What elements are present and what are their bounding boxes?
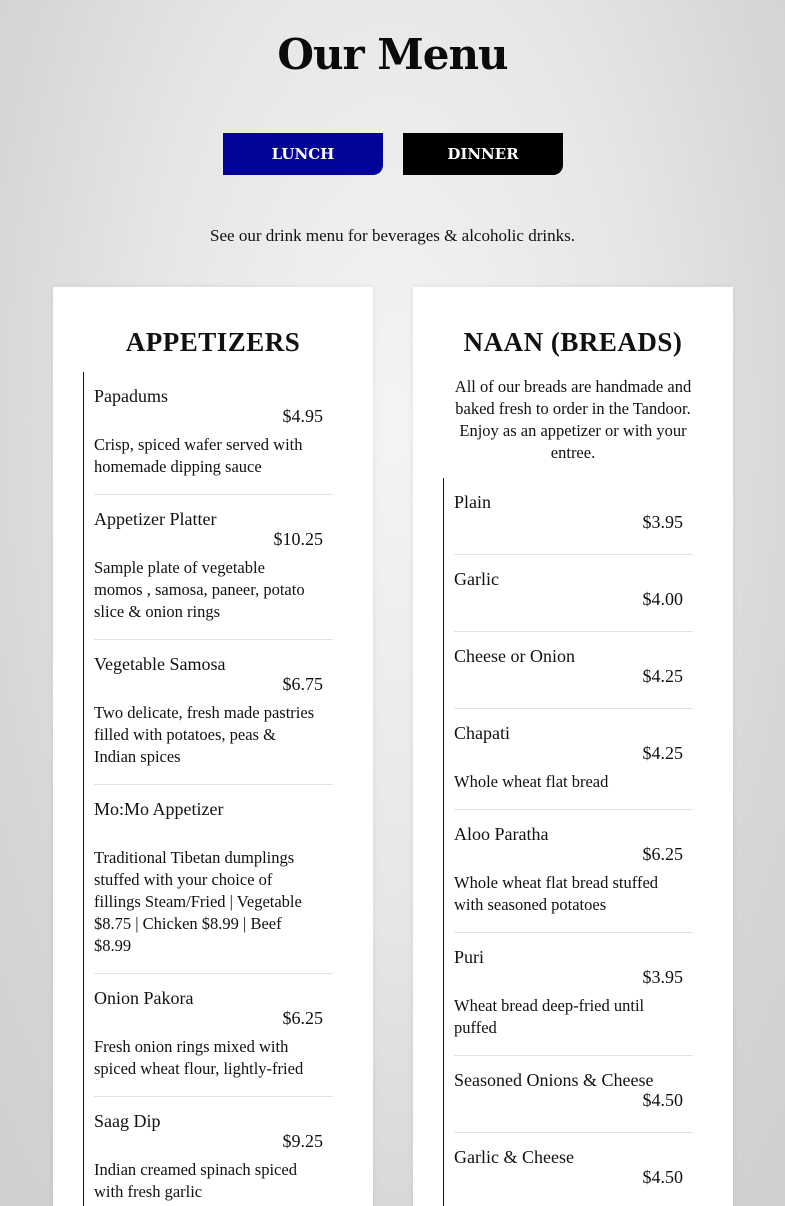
item-name: Saag Dip [94,1111,161,1131]
item-price: $4.50 [642,1167,683,1187]
item-name: Onion Pakora [94,988,194,1008]
menu-item-papadums [94,372,333,495]
item-price: $3.95 [642,512,683,532]
menu-item-onion-pakora [94,974,333,1097]
menu-item-plain [454,478,693,555]
item-price: $4.50 [642,1090,683,1110]
drink-menu-note: See our drink menu for beverages & alcoholic drinks. [210,226,575,245]
item-description: Indian creamed spinach spiced with fresh garlic [94,1160,297,1201]
item-name: Puri [454,947,485,967]
item-name: Chapati [454,723,510,743]
appetizers-list [83,372,333,1206]
menu-item-puri [454,933,693,1056]
item-price: $4.00 [642,589,683,609]
menu-item-aloo-paratha [454,810,693,933]
menu-item-appetizer-platter [94,495,333,640]
item-description: Whole wheat flat bread [454,772,609,791]
menu-item-garlic-cheese [454,1133,693,1206]
naan-intro: All of our breads are handmade and baked fresh to order in the Tandoor. Enjoy as an appetizer or with your entree. [454,377,692,462]
appetizers-card [53,287,373,1206]
item-description: Two delicate, fresh made pastries filled with potatoes, peas & Indian spices [94,703,315,766]
appetizers-title: APPETIZERS [125,327,301,357]
item-description: Fresh onion rings mixed with spiced wheat flour, lightly-fried [94,1037,304,1078]
page-title: Our Menu [277,30,508,79]
item-description: Crisp, spiced wafer served with homemade dipping sauce [94,435,303,476]
item-price: $4.95 [282,406,323,426]
item-name: Appetizer Platter [94,509,217,529]
naan-card [413,287,733,1206]
item-price: $10.25 [273,529,323,549]
item-name: Garlic [454,569,499,589]
item-description: Traditional Tibetan dumplings stuffed with your choice of fillings Steam/Fried | Vegetable $8.75 | Chicken $8.99 | Beef $8.99 [94,848,302,955]
item-name: Mo:Mo Appetizer [94,799,224,819]
item-price: $6.25 [282,1008,323,1028]
tab-dinner[interactable]: DINNER [403,133,563,175]
menu-item-seasoned-onions-cheese [454,1056,693,1133]
item-name: Plain [454,492,492,512]
item-name: Cheese or Onion [454,646,575,666]
item-name: Papadums [94,386,168,406]
item-description: Sample plate of vegetable momos , samosa, paneer, potato slice & onion rings [94,558,305,621]
item-price: $6.75 [282,674,323,694]
naan-title: NAAN (BREADS) [463,327,683,357]
item-price: $9.25 [282,1131,323,1151]
menu-item-momo-appetizer [94,785,333,974]
item-name: Seasoned Onions & Cheese [454,1070,654,1090]
item-price: $3.95 [642,967,683,987]
menu-item-cheese-or-onion [454,632,693,709]
item-price: $4.25 [642,743,683,763]
item-name: Garlic & Cheese [454,1147,574,1167]
naan-list [443,478,693,1206]
item-price [94,819,333,839]
item-name: Aloo Paratha [454,824,549,844]
item-description: Whole wheat flat bread stuffed with seasoned potatoes [454,873,659,914]
item-price: $4.25 [642,666,683,686]
item-description: Wheat bread deep-fried until puffed [454,996,645,1037]
menu-item-saag-dip [94,1097,333,1206]
tab-lunch[interactable]: LUNCH [223,133,383,175]
item-price: $6.25 [642,844,683,864]
item-name: Vegetable Samosa [94,654,226,674]
menu-item-garlic [454,555,693,632]
menu-item-chapati [454,709,693,810]
menu-item-vegetable-samosa [94,640,333,785]
